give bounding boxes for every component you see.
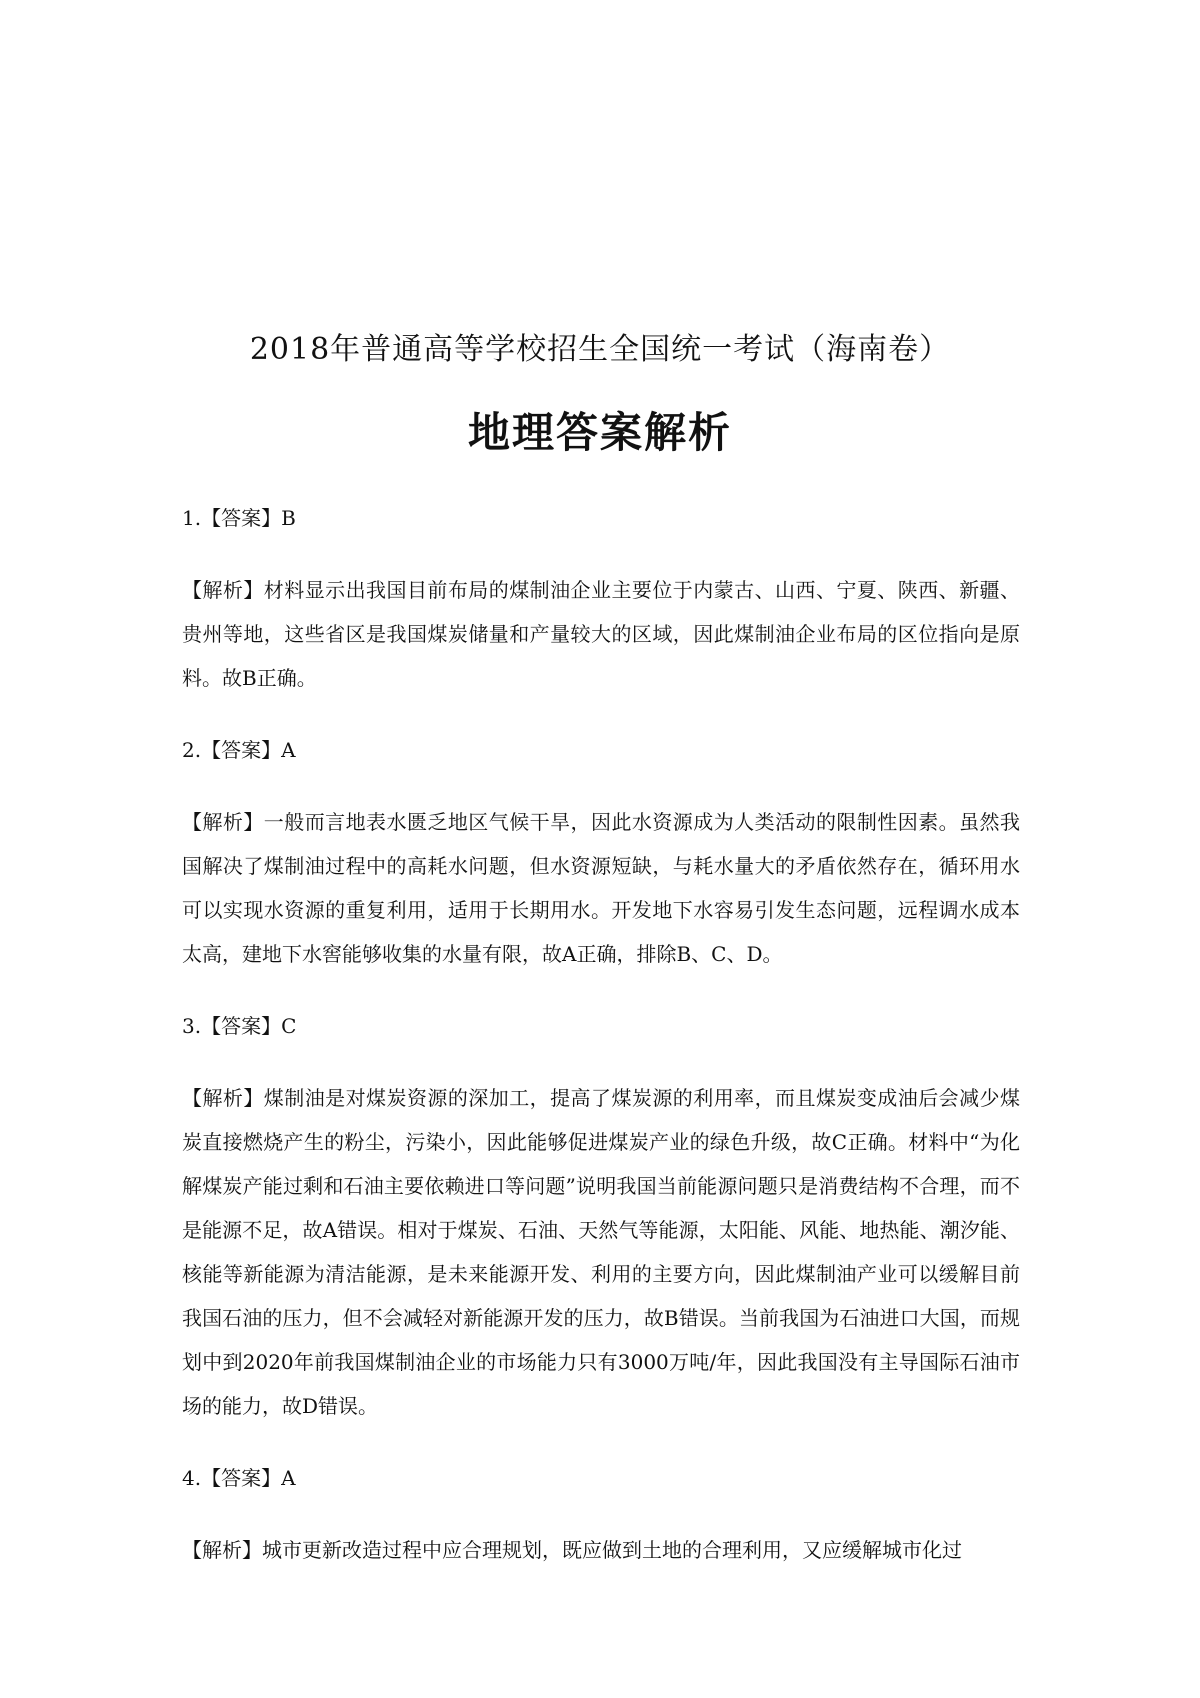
question-2	[182, 728, 1020, 976]
analysis-paragraph: 【解析】一般而言地表水匮乏地区气候干旱，因此水资源成为人类活动的限制性因素。虽然我国解决了煤制油过程中的高耗水问题，但水资源短缺，与耗水量大的矛盾依然存在，循环用水可以实现水资源的重复利用，适用于长期用水。开发地下水容易引发生态问题，远程调水成本太高，建地下水窖能够收集的水量有限，故A正确，排除B、C、D。	[182, 810, 1020, 966]
answer-content	[182, 496, 1020, 1600]
exam-subtitle: 2018年普通高等学校招生全国统一考试（海南卷）	[249, 332, 951, 367]
page-title: 地理答案解析	[467, 408, 732, 457]
question-3	[182, 1004, 1020, 1428]
answer-line: 1.【答案】B	[182, 506, 296, 530]
analysis-paragraph: 【解析】城市更新改造过程中应合理规划，既应做到土地的合理利用，又应缓解城市化过	[182, 1538, 962, 1562]
question-4	[182, 1456, 1020, 1572]
analysis-paragraph: 【解析】材料显示出我国目前布局的煤制油企业主要位于内蒙古、山西、宁夏、陕西、新疆、贵州等地，这些省区是我国煤炭储量和产量较大的区域，因此煤制油企业布局的区位指向是原料。故B正确。	[182, 578, 1020, 690]
answer-line: 2.【答案】A	[182, 738, 296, 762]
analysis-paragraph: 【解析】煤制油是对煤炭资源的深加工，提高了煤炭源的利用率，而且煤炭变成油后会减少煤炭直接燃烧产生的粉尘，污染小，因此能够促进煤炭产业的绿色升级，故C正确。材料中“为化解煤炭产能过剩和石油主要依赖进口等问题”说明我国当前能源问题只是消费结构不合理，而不是能源不足，故A错误。相对于煤炭、石油、天然气等能源，太阳能、风能、地热能、潮汐能、核能等新能源为清洁能源，是未来能源开发、利用的主要方向，因此煤制油产业可以缓解目前我国石油的压力，但不会减轻对新能源开发的压力，故B错误。当前我国为石油进口大国，而规划中到2020年前我国煤制油企业的市场能力只有3000万吨/年，因此我国没有主导国际石油市场的能力，故D错误。	[182, 1086, 1020, 1418]
answer-line: 3.【答案】C	[182, 1014, 297, 1038]
question-1	[182, 496, 1020, 700]
answer-line: 4.【答案】A	[182, 1466, 296, 1490]
